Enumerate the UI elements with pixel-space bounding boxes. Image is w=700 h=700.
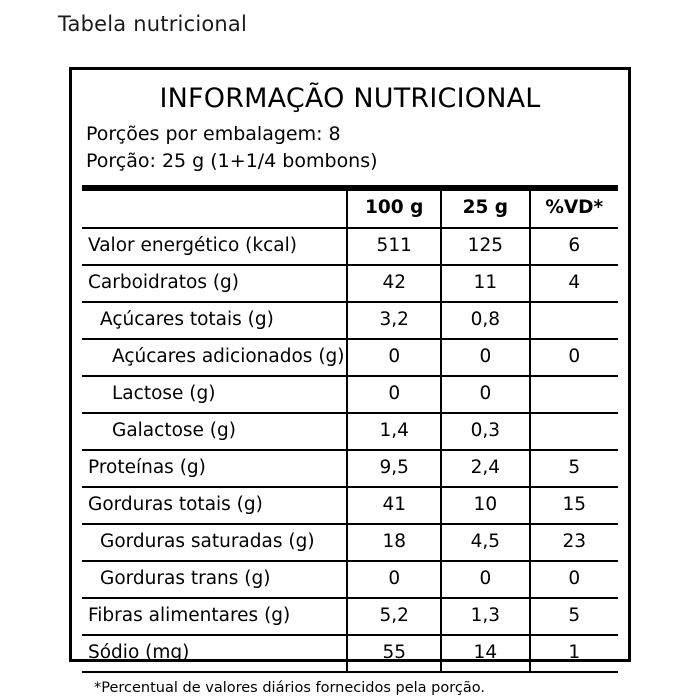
- row-value-100g: 0: [347, 561, 441, 598]
- servings-block: [72, 121, 628, 176]
- nutrition-table-body: [82, 228, 618, 671]
- row-value-vd: 5: [530, 450, 618, 487]
- table-row: [82, 302, 618, 339]
- table-row: [82, 228, 618, 265]
- row-value-vd: 6: [530, 228, 618, 265]
- row-value-100g: 0: [347, 376, 441, 413]
- row-value-100g: 42: [347, 265, 441, 302]
- row-value-vd: 1: [530, 635, 618, 671]
- row-value-100g: 0: [347, 339, 441, 376]
- column-header-nutrient: [82, 191, 347, 228]
- row-value-vd: 0: [530, 339, 618, 376]
- row-label: Lactose (g): [82, 376, 347, 413]
- table-row: [82, 339, 618, 376]
- row-value-25g: 0,8: [441, 302, 529, 339]
- row-value-100g: 55: [347, 635, 441, 671]
- table-row: [82, 487, 618, 524]
- row-value-vd: 23: [530, 524, 618, 561]
- nutrition-table: [82, 191, 618, 671]
- table-row: [82, 376, 618, 413]
- row-label: Gorduras trans (g): [82, 561, 347, 598]
- row-label: Gorduras totais (g): [82, 487, 347, 524]
- row-value-100g: 9,5: [347, 450, 441, 487]
- footnote-wrap: [72, 671, 628, 696]
- page-title: Tabela nutricional: [58, 12, 248, 36]
- column-header-100g: 100 g: [347, 191, 441, 228]
- row-value-25g: 0: [441, 339, 529, 376]
- row-label: Açúcares totais (g): [82, 302, 347, 339]
- row-value-25g: 10: [441, 487, 529, 524]
- row-value-25g: 1,3: [441, 598, 529, 635]
- nutrition-facts-panel: [69, 67, 631, 696]
- row-value-vd: 0: [530, 561, 618, 598]
- table-row: [82, 635, 618, 671]
- row-label: Fibras alimentares (g): [82, 598, 347, 635]
- row-value-25g: 0,3: [441, 413, 529, 450]
- row-value-100g: 511: [347, 228, 441, 265]
- row-label: Gorduras saturadas (g): [82, 524, 347, 561]
- row-value-vd: [530, 413, 618, 450]
- table-row: [82, 265, 618, 302]
- row-label: Valor energético (kcal): [82, 228, 347, 265]
- table-row: [82, 524, 618, 561]
- row-value-100g: 3,2: [347, 302, 441, 339]
- serving-size: Porção: 25 g (1+1/4 bombons): [86, 150, 378, 173]
- servings-per-package: Porções por embalagem: 8: [86, 123, 341, 145]
- table-row: [82, 561, 618, 598]
- row-label: Galactose (g): [82, 413, 347, 450]
- row-label: Açúcares adicionados (g): [82, 339, 347, 376]
- panel-heading: INFORMAÇÃO NUTRICIONAL: [159, 83, 541, 114]
- column-header-25g: 25 g: [441, 191, 529, 228]
- row-value-100g: 41: [347, 487, 441, 524]
- row-value-25g: 11: [441, 265, 529, 302]
- table-row: [82, 413, 618, 450]
- row-value-vd: 4: [530, 265, 618, 302]
- row-value-vd: 5: [530, 598, 618, 635]
- table-row: [82, 450, 618, 487]
- column-header-vd: %VD*: [530, 191, 618, 228]
- table-header-row: [82, 191, 618, 228]
- row-value-vd: [530, 376, 618, 413]
- row-value-25g: 0: [441, 376, 529, 413]
- row-value-100g: 5,2: [347, 598, 441, 635]
- row-label: Proteínas (g): [82, 450, 347, 487]
- row-value-25g: 14: [441, 635, 529, 671]
- row-value-vd: 15: [530, 487, 618, 524]
- row-value-25g: 125: [441, 228, 529, 265]
- row-label: Sódio (mg): [88, 642, 190, 664]
- footnote: *Percentual de valores diários fornecidos pela porção.: [82, 671, 618, 696]
- row-label: Carboidratos (g): [82, 265, 347, 302]
- row-value-vd: [530, 302, 618, 339]
- table-row: [82, 598, 618, 635]
- row-value-100g: 1,4: [347, 413, 441, 450]
- row-value-25g: 2,4: [441, 450, 529, 487]
- row-value-25g: 0: [441, 561, 529, 598]
- row-value-100g: 18: [347, 524, 441, 561]
- row-value-25g: 4,5: [441, 524, 529, 561]
